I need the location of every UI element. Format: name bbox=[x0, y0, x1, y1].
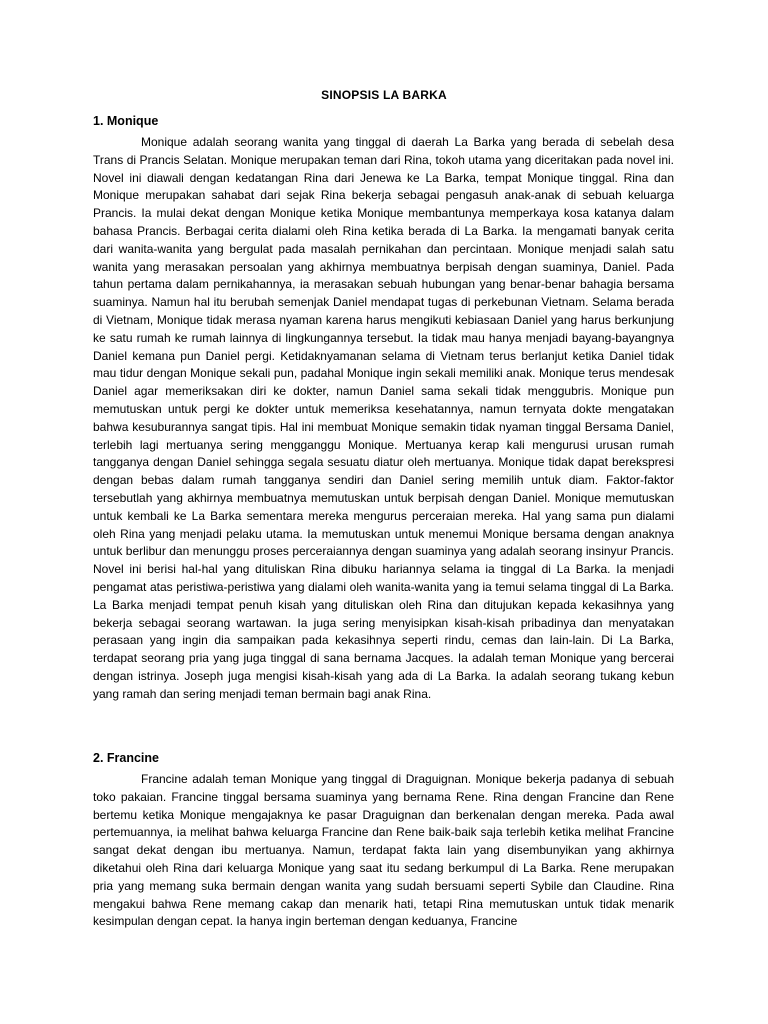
document-title: SINOPSIS LA BARKA bbox=[321, 88, 447, 102]
section-heading-monique: 1. Monique bbox=[93, 114, 159, 128]
section-heading-francine: 2. Francine bbox=[93, 751, 159, 765]
section-paragraph-monique: Monique adalah seorang wanita yang tinggal di daerah La Barka yang berada di sebelah desa Trans di Prancis Selatan. Monique merupakan teman dari Rina, tokoh utama yang diceritakan pada novel ini. Novel ini diawali dengan kedatangan Rina dari Jenewa ke La Barka, tempat Monique tinggal. Rina dan Monique merupakan sahabat dari sejak Rina bekerja sebagai pengasuh anak-anak di sebuah keluarga Prancis. Ia mulai dekat dengan Monique ketika Monique membantunya memperkaya kosa katanya dalam bahasa Prancis. Berbagai cerita dialami oleh Rina ketika berada di La Barka. Ia mengamati banyak cerita dari wanita-wanita yang bergulat pada masalah pernikahan dan percintaan. Monique menjadi salah satu wanita yang merasakan persoalan yang akhirnya membuatnya berpisah dengan suaminya, Daniel. Pada tahun pertama dalam pernikahannya, ia merasakan sebuah hubungan yang benar-benar bahagia bersama suaminya. Namun hal itu berubah semenjak Daniel mendapat tugas di perkebunan Vietnam. Selama berada di Vietnam, Monique tidak merasa nyaman karena harus mengikuti kebiasaan Daniel yang harus berkunjung ke satu rumah ke rumah lainnya di lingkungannya tersebut. Ia tidak mau hanya menjadi bayang-bayangnya Daniel kemana pun Daniel pergi. Ketidaknyamanan selama di Vietnam terus berlanjut ketika Daniel tidak mau tidur dengan Monique sekali pun, padahal Monique ingin sekali memiliki anak. Monique terus mendesak Daniel agar memeriksakan diri ke dokter, namun Daniel sama sekali tidak menggubris. Monique pun memutuskan untuk pergi ke dokter untuk memeriksa kesehatannya, namun ternyata dokte mengatakan bahwa kesuburannya sangat tipis. Hal ini membuat Monique semakin tidak nyaman tinggal Bersama Daniel, terlebih lagi mertuanya sering mengganggu Monique. Mertuanya kerap kali mengurusi urusan rumah tangganya dengan Daniel sehingga segala sesuatu diatur oleh mertuanya. Monique tidak dapat berekspresi dengan bebas dalam rumah tangganya sendiri dan Daniel sering memilih untuk diam. Faktor-faktor tersebutlah yang akhirnya membuatnya memutuskan untuk berpisah dengan Daniel. Monique memutuskan untuk kembali ke La Barka sementara mereka mengurus perceraian mereka. Hal yang sama pun dialami oleh Rina yang menjadi pelaku utama. Ia memutuskan untuk menemui Monique bersama dengan anaknya untuk berlibur dan menunggu proses perceraiannya dengan suaminya yang adalah seorang insinyur Prancis. Novel ini berisi hal-hal yang dituliskan Rina dibuku hariannya selama ia tinggal di La Barka. Ia menjadi pengamat atas peristiwa-peristiwa yang dialami oleh wanita-wanita yang ia temui selama tinggal di La Barka. La Barka menjadi tempat penuh kisah yang dituliskan oleh Rina dan ditujukan kepada kekasihnya yang bekerja sebagai seorang wartawan. Ia juga sering menyisipkan kisah-kisah pribadinya dan menyatakan perasaan yang ingin dia sampaikan pada kekasihnya seperti rindu, cemas dan lain-lain. Di La Barka, terdapat seorang pria yang juga tinggal di sana bernama Jacques. Ia adalah teman Monique yang bercerai dengan istrinya. Joseph juga mengisi kisah-kisah yang ada di La Barka. Ia adalah seorang tukang kebun yang ramah dan sering menjadi teman bermain bagi anak Rina. bbox=[93, 135, 674, 701]
section-paragraph-francine: Francine adalah teman Monique yang tinggal di Draguignan. Monique bekerja padanya di sebuah toko pakaian. Francine tinggal bersama suaminya yang bernama Rene. Rina dengan Francine dan Rene bertemu ketika Monique mengajaknya ke pasar Draguignan dan berkenalan dengan mereka. Pada awal pertemuannya, ia melihat bahwa keluarga Francine dan Rene baik-baik saja terlebih ketika melihat Francine sangat dekat dengan ibu mertuanya. Namun, terdapat fakta lain yang disembunyikan yang akhirnya diketahui oleh Rina dari keluarga Monique yang saat itu sedang berkumpul di La Barka. Rene merupakan pria yang memang suka bermain dengan wanita yang sudah bersuami seperti Sybile dan Claudine. Rina mengakui bahwa Rene memang cakap dan menarik hati, tetapi Rina memutuskan untuk tidak menarik kesimpulan dengan cepat. Ia hanya ingin berteman dengan keduanya, Francine bbox=[93, 772, 674, 929]
